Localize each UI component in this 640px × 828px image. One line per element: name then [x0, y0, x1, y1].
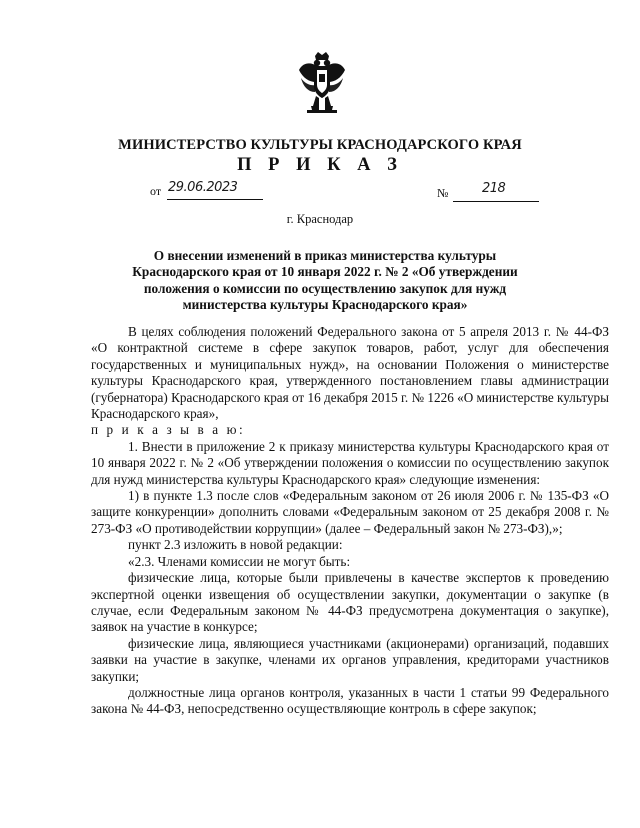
item-1-paragraph: 1. Внести в приложение 2 к приказу министерства культуры Краснодарского края от 10 января 2022 г. № 2 «Об утверждении положения о комиссии по осуществлению закупок для нужд министерства культуры Краснодарского края» следующие изменения:	[91, 438, 609, 487]
order-date-handwritten: 29.06.2023	[168, 180, 238, 195]
number-label: №	[437, 186, 449, 200]
order-number-handwritten: 218	[482, 181, 506, 196]
item-1-1-paragraph: 1) в пункте 1.3 после слов «Федеральным законом от 26 июля 2006 г. № 135-ФЗ «О защите конкуренции» дополнить словами «Федеральным законом от 25 декабря 2008 г. № 273-ФЗ «О противодействии коррупции» (далее – Федеральный закон № 273-ФЗ),»;	[91, 488, 609, 536]
item-2-3-heading: «2.3. Членами комиссии не могут быть:	[128, 553, 351, 569]
date-underline	[167, 199, 263, 200]
coat-of-arms-emblem-icon	[297, 52, 347, 114]
order-title: О внесении изменений в приказ министерства культуры Краснодарского края от 10 января 2022 г. № 2 «Об утверждении положения о комиссии по осуществлению закупок для нужд министерства культуры Краснодарского края»	[132, 248, 518, 312]
list-item: должностные лица органов контроля, указанных в части 1 статьи 99 Федерального закона № 44-ФЗ, непосредственно осуществляющие контроль в сфере закупок;	[91, 684, 609, 717]
city-line: г. Краснодар	[286, 212, 354, 226]
order-body	[91, 324, 609, 718]
list-item: физические лица, которые были привлечены в качестве экспертов к проведению экспертной оценки извещения об осуществлении закупки, документации о закупке (в случае, если Федеральным законом № 44-ФЗ предусмотрена документация о закупке), заявок на участие в конкурсе;	[91, 570, 609, 635]
preamble-paragraph: В целях соблюдения положений Федерального закона от 5 апреля 2013 г. № 44-ФЗ «О контрактной системе в сфере закупок товаров, работ, услуг для обеспечения государственных и муниципальных нужд», на основании Положения о министерстве культуры Краснодарского края, утвержденного постановлением главы администрации (губернатора) Краснодарского края от 16 декабря 2015 г. № 1226 «О министерстве культуры Краснодарского края»,	[91, 324, 609, 422]
list-item: физические лица, являющиеся участниками (акционерами) организаций, подавших заявки на участие в закупке, членами их органов управления, кредиторами участников закупки;	[91, 635, 609, 684]
number-underline	[453, 201, 539, 202]
ministry-name: МИНИСТЕРСТВО КУЛЬТУРЫ КРАСНОДАРСКОГО КРАЯ	[118, 137, 522, 153]
item-2-3-intro: пункт 2.3 изложить в новой редакции:	[128, 537, 343, 553]
order-word: п р и к а з ы в а ю:	[91, 422, 246, 438]
document-type-heading: П Р И К А З	[237, 155, 403, 175]
date-label: от	[150, 184, 162, 198]
